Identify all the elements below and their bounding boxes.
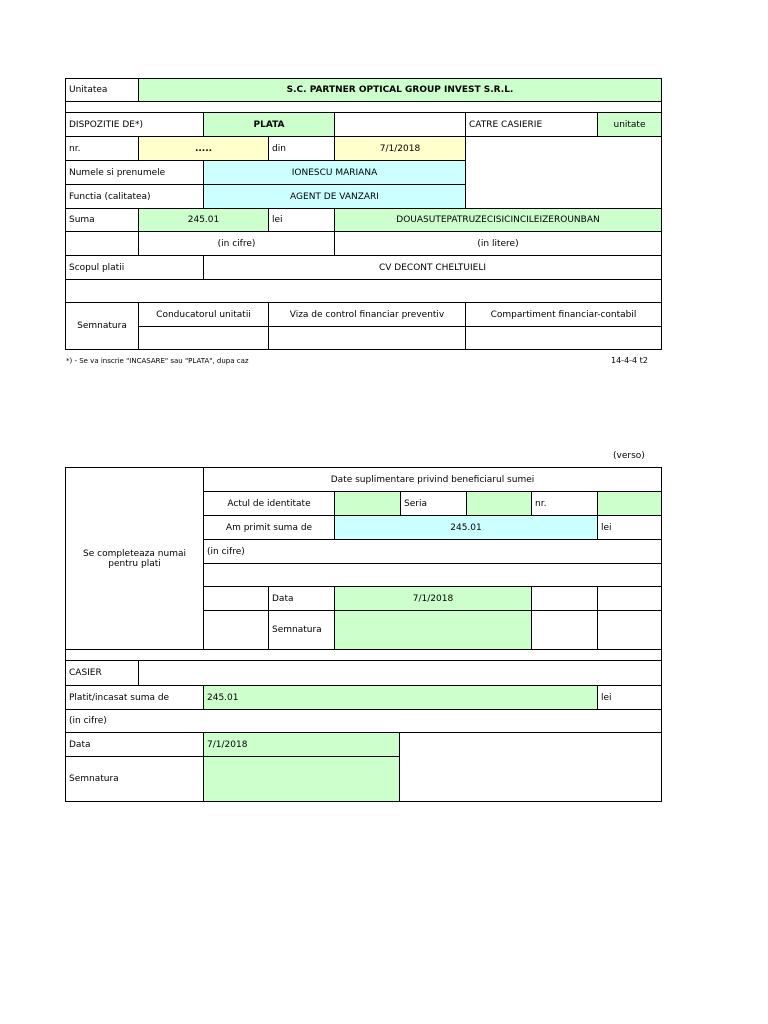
nume-value[interactable]: IONESCU MARIANA bbox=[203, 160, 466, 185]
suma-value[interactable]: 245.01 bbox=[138, 208, 269, 232]
right-blank-block bbox=[465, 136, 662, 209]
footnote: *) - Se va inscrie "INCASARE" sau "PLATA", dupa caz bbox=[66, 357, 249, 365]
functia-label: Functia (calitatea) bbox=[65, 184, 204, 209]
in-litere-label: (in litere) bbox=[334, 231, 662, 256]
semnatura-label: Semnatura bbox=[65, 302, 139, 350]
semnatura-label-back: Semnatura bbox=[268, 610, 335, 650]
semnatura-label-back2: Semnatura bbox=[65, 756, 204, 802]
blank-row-back bbox=[203, 563, 662, 587]
blank-row bbox=[65, 279, 662, 303]
suma-label: Suma bbox=[65, 208, 139, 232]
se-completeaza-label: Se completeaza numai pentru plati bbox=[65, 467, 204, 650]
data-blank-r2 bbox=[597, 586, 662, 611]
in-cifre-label: (in cifre) bbox=[138, 231, 335, 256]
lei-label-back: lei bbox=[597, 515, 662, 540]
data-label-back2: Data bbox=[65, 732, 204, 757]
unitate-word[interactable]: unitate bbox=[597, 112, 662, 137]
nr-value[interactable]: ..... bbox=[138, 136, 269, 161]
platit-value[interactable]: 245.01 bbox=[203, 685, 598, 710]
in-cifre-back2: (in cifre) bbox=[65, 709, 662, 733]
dispozitie-label: DISPOZITIE DE*) bbox=[65, 112, 204, 137]
conducatorul-sign[interactable] bbox=[138, 326, 269, 350]
actul-label: Actul de identitate bbox=[203, 491, 335, 516]
casier-label: CASIER bbox=[65, 660, 139, 686]
scopul-value[interactable]: CV DECONT CHELTUIELI bbox=[203, 255, 662, 280]
data-value-back[interactable]: 7/1/2018 bbox=[334, 586, 532, 611]
nume-label: Numele si prenumele bbox=[65, 160, 204, 185]
data-blank-r1 bbox=[531, 586, 598, 611]
form-code: 14-4-4 t2 bbox=[611, 356, 648, 365]
conducatorul-label: Conducatorul unitatii bbox=[138, 302, 269, 327]
casier-right-blank bbox=[399, 732, 662, 802]
casier-value[interactable] bbox=[138, 660, 662, 686]
seria-value[interactable] bbox=[466, 491, 532, 516]
nr-value-back[interactable] bbox=[597, 491, 662, 516]
compartiment-sign[interactable] bbox=[465, 326, 662, 350]
viza-sign[interactable] bbox=[268, 326, 466, 350]
verso-label: (verso) bbox=[613, 451, 645, 461]
nr-label-back: nr. bbox=[531, 491, 598, 516]
viza-label: Viza de control financiar preventiv bbox=[268, 302, 466, 327]
date-suplimentare-header: Date suplimentare privind beneficiarul sumei bbox=[203, 467, 662, 492]
actul-value[interactable] bbox=[334, 491, 401, 516]
dispozitie-blank bbox=[334, 112, 466, 137]
din-value[interactable]: 7/1/2018 bbox=[334, 136, 466, 161]
nr-label: nr. bbox=[65, 136, 139, 161]
cifre-blank bbox=[65, 231, 139, 256]
in-cifre-back: (in cifre) bbox=[203, 539, 662, 564]
sem-blank-r2 bbox=[597, 610, 662, 650]
din-label: din bbox=[268, 136, 335, 161]
functia-value[interactable]: AGENT DE VANZARI bbox=[203, 184, 466, 209]
lei-label-back2: lei bbox=[597, 685, 662, 710]
data-value-back2[interactable]: 7/1/2018 bbox=[203, 732, 400, 757]
data-label-back: Data bbox=[268, 586, 335, 611]
catre-casierie-label: CATRE CASIERIE bbox=[465, 112, 598, 137]
data-blank-left bbox=[203, 586, 269, 611]
sem-blank-left bbox=[203, 610, 269, 650]
suma-litere-value[interactable]: DOUASUTEPATRUZECISICINCILEIZEROUNBAN bbox=[334, 208, 662, 232]
semnatura-value-back[interactable] bbox=[334, 610, 532, 650]
unitate-label: Unitatea bbox=[65, 78, 139, 102]
dispozitie-value[interactable]: PLATA bbox=[203, 112, 335, 137]
compartiment-label: Compartiment financiar-contabil bbox=[465, 302, 662, 327]
semnatura-value-back2[interactable] bbox=[203, 756, 400, 802]
platit-label: Platit/incasat suma de bbox=[65, 685, 204, 710]
am-primit-value[interactable]: 245.01 bbox=[334, 515, 598, 540]
seria-label: Seria bbox=[400, 491, 467, 516]
scopul-label: Scopul platii bbox=[65, 255, 204, 280]
sem-blank-r1 bbox=[531, 610, 598, 650]
lei-label: lei bbox=[268, 208, 335, 232]
am-primit-label: Am primit suma de bbox=[203, 515, 335, 540]
unitate-value[interactable]: S.C. PARTNER OPTICAL GROUP INVEST S.R.L. bbox=[138, 78, 662, 102]
